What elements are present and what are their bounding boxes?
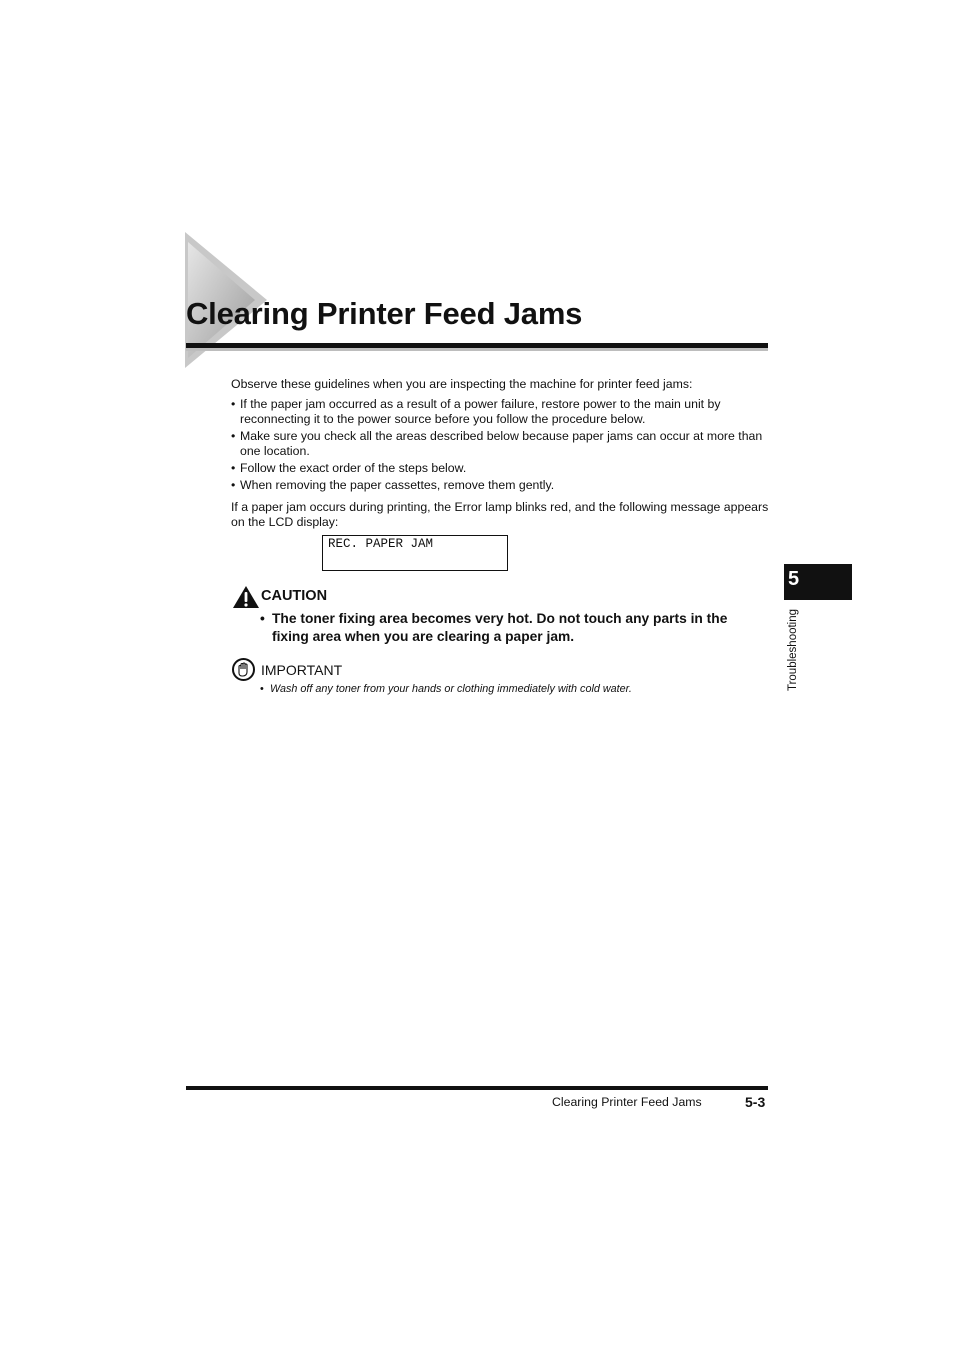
important-label: IMPORTANT [261, 662, 343, 678]
important-list [260, 682, 760, 696]
footer-rule [186, 1086, 768, 1090]
section-side-label: Troubleshooting [787, 608, 799, 692]
list-item: • The toner fixing area becomes very hot. Do not touch any parts in the fixing area when you are clearing a paper jam. [260, 610, 760, 646]
warning-triangle-icon [232, 585, 260, 609]
intro-paragraph: Observe these guidelines when you are inspecting the machine for printer feed jams: [231, 377, 693, 391]
list-item: • Wash off any toner from your hands or clothing immediately with cold water. [260, 682, 760, 696]
caution-list [260, 610, 760, 646]
list-item: • Follow the exact order of the steps below. [231, 461, 771, 476]
page-number: 5-3 [745, 1094, 766, 1110]
footer-title: Clearing Printer Feed Jams [552, 1095, 702, 1109]
chapter-number: 5 [788, 568, 800, 590]
page-title: Clearing Printer Feed Jams [186, 296, 583, 331]
title-rule-shadow [186, 348, 768, 351]
list-item: • Make sure you check all the areas described below because paper jams can occur at more than one location. [231, 429, 771, 459]
lcd-intro-paragraph: If a paper jam occurs during printing, the Error lamp blinks red, and the following message appears on the LCD display: [231, 500, 769, 529]
list-item: • If the paper jam occurred as a result of a power failure, restore power to the main unit by reconnecting it to the power source before you follow the procedure below. [231, 397, 771, 427]
lcd-message: REC. PAPER JAM [328, 537, 434, 551]
caution-label: CAUTION [261, 588, 328, 604]
list-item: • When removing the paper cassettes, remove them gently. [231, 478, 771, 493]
chapter-tab [784, 564, 852, 600]
lcd-display-box [322, 535, 508, 571]
guideline-list [231, 397, 771, 495]
hand-stop-icon [232, 658, 255, 681]
